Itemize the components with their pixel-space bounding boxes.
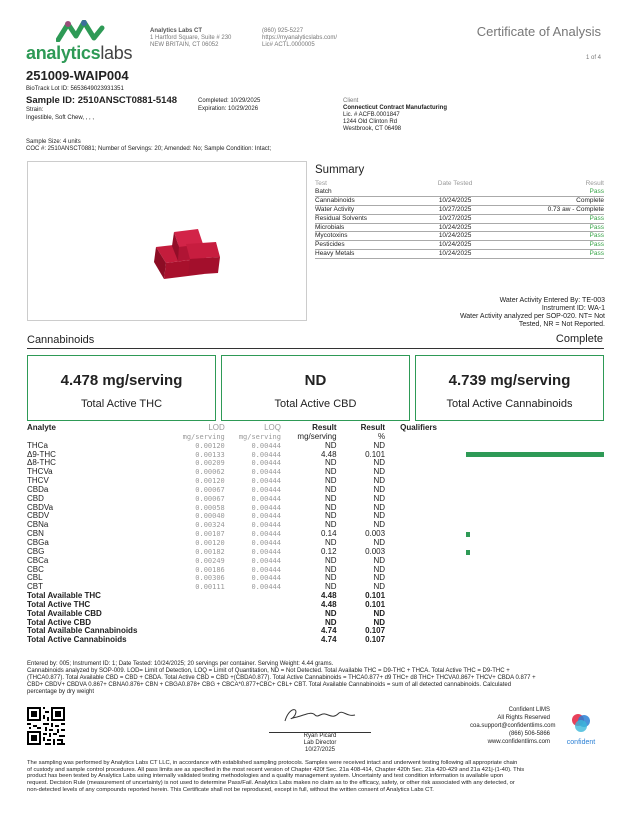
disclaimer-line: request. Decision Rule (measurement of uncertainty) is not used to determine Pass/Fail. Analytics Labs makes no claim as to the efficacy, safety, or other risk associated with any detected, or — [27, 780, 515, 787]
sample-id: Sample ID: 2510ANSCT0881-5148 — [26, 95, 178, 106]
method-note-line: (THCA0.877). Total Available CBD = CBD + CBDA. Total Active CBD = CBD +(CBDA0.877). Total Active Cannabinoids = THCA0.877+ d9 THC+ d8 THC+ THCVA0.867+ THCV+ CBDA 0.877 + — [27, 675, 536, 681]
total-name: Total Available Cannabinoids — [27, 626, 138, 636]
header-lod: LOD — [208, 423, 225, 432]
analyte-result-pct: ND — [373, 564, 386, 574]
analyte-lod: 0.00186 — [195, 565, 225, 574]
analyte-name: THCa — [27, 440, 48, 450]
client-addr1: 1244 Old Clinton Rd — [343, 119, 398, 125]
analyte-result-pct: ND — [373, 484, 386, 494]
summary-table — [315, 180, 604, 259]
signature-block — [265, 703, 375, 754]
confident-l2: All Rights Reserved — [497, 715, 550, 721]
analyte-name: CBC — [27, 564, 44, 574]
qr-code-icon — [27, 707, 65, 745]
analyte-result-mg: ND — [324, 484, 337, 494]
summary-row — [315, 205, 604, 214]
analyte-loq: 0.00444 — [251, 583, 281, 592]
total-card-label: Total Active Cannabinoids — [446, 398, 573, 410]
analyte-name: CBNa — [27, 520, 49, 530]
analyte-loq: 0.00444 — [251, 556, 281, 565]
summary-date — [420, 188, 490, 196]
summary-header-row — [315, 180, 604, 188]
client-name: Connecticut Contract Manufacturing — [343, 105, 448, 111]
analyte-result-mg: ND — [324, 502, 337, 512]
analyte-lod: 0.00182 — [195, 547, 225, 556]
total-lod — [169, 592, 225, 601]
summary-row — [315, 196, 604, 205]
summary-date: 10/24/2025 — [438, 223, 472, 231]
analyte-lod: 0.00306 — [195, 574, 225, 583]
summary-test: Mycotoxins — [315, 232, 348, 240]
total-result-mg: 4.74 — [320, 635, 337, 645]
doc-title: Certificate of Analysis — [476, 24, 601, 39]
analyte-qualifiers — [385, 486, 437, 495]
lab-address2: NEW BRITAIN, CT 06052 — [150, 42, 219, 48]
header-result-mg: Result — [312, 423, 337, 432]
summary-row — [315, 250, 604, 259]
analyte-lod: 0.00209 — [195, 459, 225, 468]
summary-result: 0.73 aw - Complete — [547, 205, 604, 213]
analyte-result-mg: 0.12 — [320, 546, 337, 556]
analyte-lod: 0.00120 — [195, 441, 225, 450]
method-note-line: Cannabinoids analyzed by SOP-009. LOD= Limit of Detection, LOQ = Limit of Quantitation, ND = Not Detected. Total Available THC = D9-THC + THCA. Total Active THC = D9-THC + — [27, 668, 510, 674]
total-card — [27, 355, 216, 421]
result-bar — [466, 550, 470, 555]
analyte-lod: 0.00111 — [195, 583, 225, 592]
brand-name — [26, 43, 132, 64]
total-loq — [225, 619, 281, 628]
analyte-loq: 0.00444 — [251, 485, 281, 494]
total-card-label: Total Active CBD — [274, 398, 357, 410]
water-note-4: Tested, NR = Not Reported. — [518, 321, 605, 328]
analyte-result-pct: ND — [373, 582, 386, 592]
analyte-qualifiers — [385, 521, 437, 530]
summary-header-0: Test — [315, 180, 327, 187]
analyte-name: CBG — [27, 546, 45, 556]
summary-test: Microbials — [315, 223, 345, 231]
signature-icon — [275, 703, 365, 727]
total-result-mg: 4.74 — [320, 626, 337, 636]
lab-license: Lic# ACTL.0000005 — [262, 42, 315, 48]
analyte-lod: 0.00058 — [195, 503, 225, 512]
client-info — [343, 98, 447, 133]
analyte-loq: 0.00444 — [251, 450, 281, 459]
analyte-qualifiers — [385, 566, 437, 575]
summary-title: Summary — [315, 164, 365, 176]
total-result-mg: 4.48 — [320, 591, 337, 601]
summary-date: 10/24/2025 — [438, 232, 472, 240]
header-qualifiers: Qualifiers — [400, 423, 437, 432]
analyte-qualifiers — [385, 574, 437, 583]
analyte-loq: 0.00444 — [251, 468, 281, 477]
analyte-result-mg: ND — [324, 520, 337, 530]
analyte-loq: 0.00444 — [251, 477, 281, 486]
analyte-loq: 0.00444 — [251, 459, 281, 468]
lab-phone: (860) 925-5227 — [262, 28, 304, 34]
confident-l5[interactable]: www.confidentlims.com — [487, 739, 550, 745]
analyte-name: CBT — [27, 582, 43, 592]
total-result-pct: ND — [373, 617, 386, 627]
qr-code[interactable] — [27, 707, 65, 745]
lab-website[interactable]: https://myanalyticslabs.com/ — [262, 35, 338, 41]
brand-name-part2: labs — [100, 43, 133, 63]
analyte-result-pct: ND — [373, 467, 386, 477]
analyte-lod: 0.00120 — [195, 538, 225, 547]
confident-logo — [556, 712, 606, 746]
summary-header-1: Date Tested — [437, 180, 473, 187]
summary-row — [315, 214, 604, 223]
total-name: Total Active CBD — [27, 617, 92, 627]
analyte-name: CBGa — [27, 537, 49, 547]
method-note-line: Entered by: 005; Instrument ID: 1; Date Tested: 10/24/2025; 20 servings per container. Serving Weight: 4.44 grams. — [27, 661, 334, 667]
analyte-name: Δ8-THC — [27, 458, 56, 468]
unit-result-mg: mg/serving — [297, 431, 337, 441]
disclaimer — [27, 760, 604, 794]
result-bar — [466, 452, 604, 457]
total-row — [27, 636, 437, 645]
analyte-name: THCVa — [27, 467, 53, 477]
analyte-qualifiers — [385, 495, 437, 504]
total-result-mg: 4.48 — [320, 599, 337, 609]
expiration-date: Expiration: 10/29/2026 — [198, 106, 259, 112]
confident-logo-text: confident — [566, 739, 596, 746]
sample-type: Ingestible, Soft Chew, , , , — [26, 115, 95, 121]
total-loq — [225, 610, 281, 619]
analyte-loq: 0.00444 — [251, 441, 281, 450]
analyte-result-pct: ND — [373, 440, 386, 450]
unit-qualifiers — [385, 433, 437, 442]
disclaimer-line: product has been tested by Analytics Labs using internally validated testing methodologies and a quality management system. Uncertainty and test condition information is available upon — [27, 773, 504, 780]
signature-date: 10/27/2025 — [304, 747, 336, 753]
water-note-1: Water Activity Entered By: TE-003 — [499, 297, 605, 304]
total-card-value: ND — [304, 372, 327, 389]
summary-row — [315, 241, 604, 250]
analyte-name: CBL — [27, 573, 43, 583]
analyte-result-pct: 0.101 — [365, 449, 386, 459]
analyte-lod: 0.00133 — [195, 450, 225, 459]
analyte-name: THCV — [27, 476, 49, 486]
analyte-result-mg: ND — [324, 458, 337, 468]
analyte-loq: 0.00444 — [251, 530, 281, 539]
disclaimer-line: non-detected levels of any compounds reported herein. This Certificate shall not be reproduced, except in full, without the written consent of Analytics Labs CT. — [27, 786, 434, 793]
total-result-pct: 0.101 — [365, 599, 386, 609]
unit-lod: mg/serving — [182, 432, 225, 441]
analyte-name: Δ9-THC — [27, 449, 56, 459]
analyte-result-pct: 0.003 — [365, 529, 386, 539]
summary-test: Pesticides — [315, 241, 345, 249]
header-loq: LOQ — [264, 423, 281, 432]
analyte-result-mg: ND — [324, 564, 337, 574]
total-result-mg: ND — [324, 617, 337, 627]
total-qualifiers — [385, 627, 437, 636]
total-qualifiers — [385, 610, 437, 619]
sample-main-id: 251009-WAIP004 — [26, 68, 129, 83]
analyte-loq: 0.00444 — [251, 574, 281, 583]
analyte-lod: 0.00040 — [195, 512, 225, 521]
summary-result: Pass — [589, 250, 604, 258]
analyte-result-mg: 0.14 — [320, 529, 337, 539]
total-card — [221, 355, 410, 421]
total-lod — [169, 619, 225, 628]
page-number: 1 of 4 — [585, 55, 601, 61]
total-lod — [169, 627, 225, 636]
confident-logo-icon — [570, 712, 592, 734]
unit-analyte — [27, 433, 169, 442]
product-image — [27, 161, 307, 321]
client-label: Client — [343, 98, 359, 104]
total-result-pct: 0.107 — [365, 635, 386, 645]
method-note-line: percentage by dry weight — [27, 689, 95, 695]
analyte-qualifiers — [385, 477, 437, 486]
analyte-qualifiers — [385, 530, 437, 539]
total-loq — [225, 636, 281, 645]
analyte-result-mg: ND — [324, 476, 337, 486]
total-card-value: 4.739 mg/serving — [448, 372, 571, 389]
summary-date: 10/27/2025 — [438, 214, 472, 222]
analyte-name: CBDV — [27, 511, 50, 521]
total-lod — [169, 610, 225, 619]
analyte-name: CBN — [27, 529, 44, 539]
summary-date: 10/24/2025 — [438, 241, 472, 249]
analyte-result-pct: 0.003 — [365, 546, 386, 556]
analyte-result-pct: ND — [373, 555, 386, 565]
biotrack-id: BioTrack Lot ID: 5653649023931351 — [26, 86, 124, 92]
summary-result: Pass — [589, 214, 604, 222]
total-card — [415, 355, 604, 421]
analyte-name: CBCa — [27, 555, 49, 565]
total-qualifiers — [385, 619, 437, 628]
signature-role: Lab Director — [303, 740, 337, 746]
total-loq — [225, 592, 281, 601]
total-qualifiers — [385, 601, 437, 610]
total-loq — [225, 627, 281, 636]
analyte-name: CBDVa — [27, 502, 54, 512]
analyte-loq: 0.00444 — [251, 565, 281, 574]
water-activity-note — [460, 297, 605, 329]
cannabinoids-status: Complete — [555, 333, 603, 345]
analyte-loq: 0.00444 — [251, 547, 281, 556]
analyte-result-pct: ND — [373, 458, 386, 468]
confident-l3[interactable]: coa.support@confidentlims.com — [470, 723, 556, 729]
lab-name: Analytics Labs CT — [150, 28, 203, 34]
client-lic: Lic. # ACFB.0001847 — [343, 112, 400, 118]
total-card-label: Total Active THC — [80, 398, 163, 410]
brand-logo — [26, 20, 146, 64]
analyte-lod: 0.00067 — [195, 485, 225, 494]
header-result-pct: Result — [360, 423, 386, 432]
analyte-qualifiers — [385, 442, 437, 451]
analyte-qualifiers — [385, 557, 437, 566]
analyte-result-mg: ND — [324, 537, 337, 547]
analyte-loq: 0.00444 — [251, 512, 281, 521]
coc-info: COC #: 2510ANSCT0881; Number of Servings: 20; Amended: No; Sample Condition: Intact; — [26, 146, 272, 152]
summary-row — [315, 188, 604, 196]
summary-result: Pass — [589, 241, 604, 249]
total-lod — [169, 636, 225, 645]
logo-mark-icon — [56, 20, 106, 42]
total-name: Total Available THC — [27, 591, 101, 601]
analyte-qualifiers — [385, 539, 437, 548]
total-lod — [169, 601, 225, 610]
confident-l1: Confident LIMS — [508, 707, 550, 713]
analyte-qualifiers — [385, 459, 437, 468]
analyte-loq: 0.00444 — [251, 538, 281, 547]
summary-test: Cannabinoids — [315, 196, 355, 204]
analyte-qualifiers — [385, 451, 437, 460]
summary-test: Residual Solvents — [315, 214, 368, 222]
analyte-qualifiers — [385, 548, 437, 557]
summary-test: Heavy Metals — [315, 250, 355, 258]
summary-row — [315, 223, 604, 232]
analyte-loq: 0.00444 — [251, 494, 281, 503]
total-loq — [225, 601, 281, 610]
analyte-name: CBD — [27, 493, 44, 503]
analyte-lod: 0.00067 — [195, 494, 225, 503]
analyte-qualifiers — [385, 504, 437, 513]
total-result-mg: ND — [324, 608, 337, 618]
analyte-lod: 0.00062 — [195, 468, 225, 477]
total-qualifiers — [385, 592, 437, 601]
analyte-result-mg: ND — [324, 573, 337, 583]
total-name: Total Active THC — [27, 599, 91, 609]
unit-result-pct: % — [377, 431, 386, 441]
analyte-result-mg: 4.48 — [320, 449, 337, 459]
analyte-lod: 0.00324 — [195, 521, 225, 530]
total-card-value: 4.478 mg/serving — [60, 372, 183, 389]
summary-test: Batch — [315, 187, 332, 195]
analyte-header-row — [27, 424, 437, 433]
client-addr2: Westbrook, CT 06498 — [343, 126, 402, 132]
header-analyte: Analyte — [27, 423, 56, 432]
analyte-result-mg: ND — [324, 467, 337, 477]
water-note-2: Instrument ID: WA-1 — [541, 305, 605, 312]
analyte-result-pct: ND — [373, 511, 386, 521]
total-name: Total Active Cannabinoids — [27, 635, 127, 645]
analyte-name: CBDa — [27, 484, 49, 494]
analyte-result-pct: ND — [373, 573, 386, 583]
cannabinoids-title: Cannabinoids — [27, 334, 95, 346]
analyte-result-mg: ND — [324, 582, 337, 592]
analyte-result-pct: ND — [373, 502, 386, 512]
total-name: Total Available CBD — [27, 608, 102, 618]
analyte-loq: 0.00444 — [251, 521, 281, 530]
analyte-result-mg: ND — [324, 440, 337, 450]
method-notes — [27, 661, 604, 696]
lab-address1: 1 Hartford Square, Suite # 230 — [150, 35, 232, 41]
completed-date: Completed: 10/29/2025 — [198, 98, 261, 104]
cannabinoids-divider — [27, 348, 604, 349]
signature-name: Ryan Picard — [303, 733, 337, 739]
lab-contact — [262, 28, 392, 49]
result-bar — [466, 532, 470, 537]
sample-size: Sample Size: 4 units — [26, 139, 81, 145]
analyte-result-pct: ND — [373, 520, 386, 530]
disclaimer-line: The sampling was performed by Analytics Labs CT LLC, in accordance with established sampling protocols. Samples were received intact and underwent testing following all appropriate chain — [27, 760, 518, 766]
summary-date: 10/24/2025 — [438, 250, 472, 258]
analyte-lod: 0.00120 — [195, 477, 225, 486]
total-result-pct: 0.107 — [365, 626, 386, 636]
sample-strain: Strain: — [26, 107, 44, 113]
brand-name-part1: analytics — [26, 43, 101, 63]
summary-result: Pass — [589, 223, 604, 231]
confident-info — [470, 706, 556, 746]
total-result-pct: 0.101 — [365, 591, 386, 601]
analyte-table — [27, 424, 437, 645]
analyte-result-mg: ND — [324, 511, 337, 521]
summary-row — [315, 232, 604, 241]
disclaimer-line: of custody and sample control procedures. All pass limits are as specified in the most recent version of Chapter 420f Sec. 21a 408-414, Chapter 420h Sec. 21a 420-429 and 21a 421j-(1-40). This — [27, 766, 525, 773]
analyte-qualifiers — [385, 583, 437, 592]
summary-date: 10/24/2025 — [438, 196, 472, 204]
total-qualifiers — [385, 636, 437, 645]
summary-result: Pass — [589, 232, 604, 240]
lab-info — [150, 28, 260, 49]
gummy-product-icon — [28, 162, 308, 322]
summary-header-2: Result — [585, 180, 604, 187]
total-result-pct: ND — [373, 608, 386, 618]
analyte-result-mg: ND — [324, 493, 337, 503]
analyte-result-pct: ND — [373, 476, 386, 486]
analyte-qualifiers — [385, 512, 437, 521]
confident-l4: (866) 506-5866 — [508, 731, 550, 737]
method-note-line: CBD+ CBDV+ CBDVA 0.867+ CBNA0.876+ CBN + CBGA0.878+ CBG + CBCA*0.877+CBC+ CBL+ CBT. Total Available Cannabinoids = sum of all detected cannabinoids. Calculated — [27, 682, 512, 688]
analyte-lod: 0.00107 — [195, 530, 225, 539]
analyte-result-mg: ND — [324, 555, 337, 565]
analyte-lod: 0.00249 — [195, 556, 225, 565]
analyte-qualifiers — [385, 468, 437, 477]
summary-date: 10/27/2025 — [438, 205, 472, 213]
analyte-result-pct: ND — [373, 537, 386, 547]
result-bars — [466, 424, 606, 664]
water-note-3: Water Activity analyzed per SOP-020. NT= Not — [459, 313, 605, 320]
analyte-result-pct: ND — [373, 493, 386, 503]
analyte-loq: 0.00444 — [251, 503, 281, 512]
summary-result: Pass — [589, 187, 604, 195]
summary-test: Water Activity — [315, 205, 355, 213]
summary-cards — [27, 355, 604, 421]
unit-loq: mg/serving — [238, 432, 281, 441]
summary-result: Complete — [576, 196, 604, 204]
